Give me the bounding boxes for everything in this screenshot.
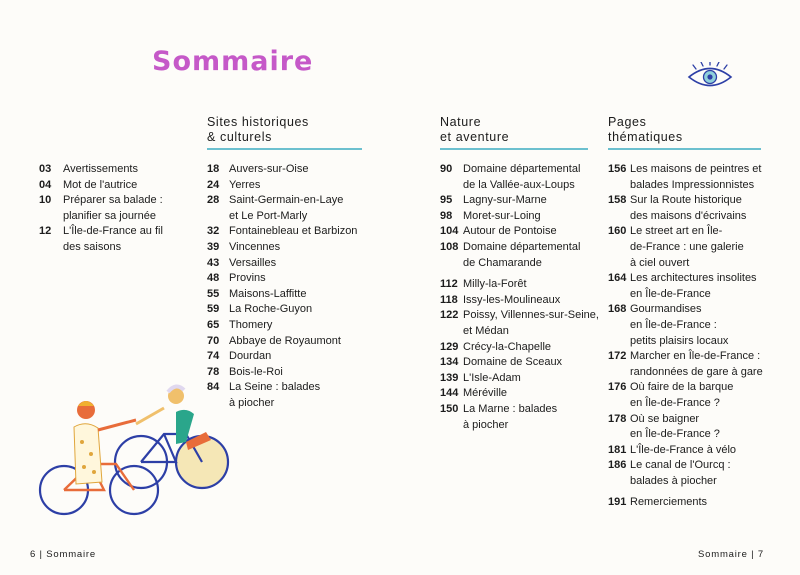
toc-entry-text: à piocher [229, 396, 275, 409]
toc-entry-text: à ciel ouvert [630, 256, 690, 269]
toc-entry-text: Où se baigner [630, 412, 700, 425]
toc-page-number: 104 [440, 225, 459, 238]
toc-entry-text: L'Île-de-France au fil [63, 225, 163, 238]
toc-page-number: 156 [608, 163, 627, 175]
footer-left [30, 549, 96, 560]
toc-page-number: 12 [39, 225, 52, 238]
toc-entry-text: La Roche-Guyon [229, 303, 313, 316]
toc-entry-text: Yerres [229, 178, 261, 191]
toc-entry-text: Le canal de l'Ourcq : [630, 459, 731, 472]
toc-entry-text: Abbaye de Royaumont [229, 334, 341, 347]
toc-page-number: 98 [440, 209, 453, 222]
toc-entry-text: Milly-la-Forêt [463, 278, 527, 291]
toc-entry-text: Poissy, Villennes-sur-Seine, [463, 309, 599, 322]
toc-page-number: 150 [440, 402, 459, 415]
toc-entry-text: Bois-le-Roi [229, 365, 283, 378]
toc-entry-text: de-France : une galerie [630, 240, 744, 253]
toc-page-number: 28 [207, 194, 220, 207]
pages-list [608, 162, 783, 511]
heading-line: Pages [608, 115, 647, 129]
page-title: Sommaire [152, 46, 314, 77]
toc-page-number: 186 [608, 459, 627, 472]
toc-page-number: 158 [608, 194, 627, 207]
toc-entry [608, 271, 783, 302]
toc-entry-text: L'Île-de-France à vélo [630, 443, 737, 456]
toc-entry [39, 224, 189, 255]
toc-entry [608, 162, 783, 193]
toc-page-number: 172 [608, 350, 627, 363]
toc-page-number: 181 [608, 443, 627, 456]
toc-entry-text: Moret-sur-Loing [463, 209, 541, 222]
toc-entry [440, 308, 600, 339]
toc-entry-text: de la Vallée-aux-Loups [463, 178, 575, 191]
heading-line: & culturels [207, 129, 272, 144]
toc-page-number: 164 [608, 272, 627, 285]
footer-label-left: Sommaire [46, 549, 96, 560]
toc-page-number: 90 [440, 163, 453, 175]
toc-entry-text: La Seine : balades [229, 381, 321, 394]
toc-entry [39, 162, 189, 178]
toc-entry-text: Saint-Germain-en-Laye [229, 194, 344, 207]
toc-entry-text: Autour de Pontoise [463, 225, 557, 238]
heading-line: Nature [440, 115, 482, 129]
toc-page-number: 191 [608, 496, 627, 509]
sites-heading [207, 115, 309, 144]
footer-separator: | [39, 549, 43, 560]
eye-icon [686, 62, 734, 92]
toc-page-number: 10 [39, 194, 52, 207]
toc-entry-text: L'Isle-Adam [463, 371, 521, 384]
toc-entry [440, 402, 600, 433]
toc-entry-text: randonnées de gare à gare [630, 365, 763, 378]
toc-entry [440, 277, 600, 293]
toc-entry-text: Thomery [229, 318, 273, 331]
toc-entry [440, 293, 600, 309]
toc-entry-text: Maisons-Laffitte [229, 287, 307, 300]
toc-entry [207, 178, 372, 194]
toc-page-number: 108 [440, 240, 459, 253]
toc-entry-text: Les maisons de peintres et [630, 163, 762, 175]
nature-rule [440, 148, 588, 150]
toc-page-number: 84 [207, 381, 220, 394]
back-bicycle [115, 386, 228, 488]
toc-entry-text: Provins [229, 272, 266, 285]
toc-entry-text: balades Impressionnistes [630, 178, 755, 191]
toc-entry-text: Issy-les-Moulineaux [463, 293, 561, 306]
toc-page-number: 65 [207, 318, 220, 331]
toc-entry-text: en Île-de-France ? [630, 396, 720, 409]
toc-entry-text: Méréville [463, 387, 508, 400]
page-number-right: 7 [757, 549, 764, 560]
cyclists-illustration [36, 372, 236, 522]
toc-entry [207, 349, 372, 365]
toc-page-number: 70 [207, 334, 220, 347]
toc-page-number: 78 [207, 365, 220, 378]
toc-entry-text: de Chamarande [463, 256, 542, 269]
toc-entry-text: et Médan [463, 324, 509, 337]
toc-entry [440, 340, 600, 356]
toc-entry-text: petits plaisirs locaux [630, 334, 729, 347]
toc-entry [207, 287, 372, 303]
toc-page-number: 43 [207, 256, 220, 269]
toc-entry [608, 412, 783, 443]
toc-entry [440, 162, 600, 193]
toc-page-number: 03 [39, 163, 52, 175]
toc-entry [207, 271, 372, 287]
toc-entry [207, 334, 372, 350]
toc-entry [207, 256, 372, 272]
toc-page-number: 39 [207, 240, 220, 253]
toc-entry-text: Remerciements [630, 496, 708, 509]
toc-entry [440, 355, 600, 371]
toc-entry [207, 193, 372, 224]
footer-right [698, 549, 764, 560]
toc-entry-text: planifier sa journée [63, 209, 156, 222]
toc-entry-text: Domaine départemental [463, 163, 581, 175]
toc-entry-text: Mot de l'autrice [63, 178, 138, 191]
toc-page-number: 48 [207, 272, 220, 285]
toc-page-number: 04 [39, 178, 52, 191]
pages-rule [608, 148, 761, 150]
heading-line: et aventure [440, 129, 510, 144]
toc-page-number: 24 [207, 178, 220, 191]
pages-heading [608, 115, 683, 144]
toc-entry-text: Crécy-la-Chapelle [463, 340, 552, 353]
toc-page-number: 160 [608, 225, 627, 238]
toc-entry-text: et Le Port-Marly [229, 209, 308, 222]
toc-entry [440, 209, 600, 225]
toc-entry-text: Le street art en Île- [630, 225, 723, 238]
toc-page-number: 95 [440, 194, 453, 207]
toc-page-number: 178 [608, 412, 627, 425]
intro-list [39, 162, 189, 256]
toc-entry [608, 224, 783, 271]
footer-label-right: Sommaire [698, 549, 748, 560]
toc-page-number: 112 [440, 278, 458, 291]
toc-entry [608, 302, 783, 349]
toc-page-number: 144 [440, 387, 459, 400]
toc-entry-text: Préparer sa balade : [63, 194, 163, 207]
toc-entry-text: à piocher [463, 418, 509, 431]
toc-entry [608, 443, 783, 459]
toc-entry [207, 224, 372, 240]
toc-entry-text: Avertissements [63, 163, 138, 175]
toc-page-number: 18 [207, 163, 220, 175]
toc-entry-text: en Île-de-France [630, 287, 711, 300]
toc-entry [207, 318, 372, 334]
toc-entry-text: Lagny-sur-Marne [463, 194, 547, 207]
toc-entry-text: des saisons [63, 240, 122, 253]
toc-entry-text: balades à piocher [630, 474, 717, 487]
toc-entry-text: Versailles [229, 256, 277, 269]
toc-entry [440, 224, 600, 240]
toc-entry [39, 193, 189, 224]
toc-entry-text: Les architectures insolites [630, 272, 757, 285]
toc-entry [608, 193, 783, 224]
toc-entry [39, 178, 189, 194]
toc-entry-text: La Marne : balades [463, 402, 558, 415]
heading-line: thématiques [608, 129, 683, 144]
toc-entry [207, 162, 372, 178]
toc-entry-text: en Île-de-France ? [630, 428, 720, 441]
toc-entry-text: Vincennes [229, 240, 281, 253]
toc-entry-text: Domaine départemental [463, 240, 581, 253]
toc-entry [440, 240, 600, 271]
toc-entry-text: Auvers-sur-Oise [229, 163, 309, 175]
toc-page-number: 32 [207, 225, 220, 238]
sites-rule [207, 148, 362, 150]
toc-page-number: 59 [207, 303, 220, 316]
toc-entry [440, 386, 600, 402]
toc-entry [608, 349, 783, 380]
toc-entry [608, 380, 783, 411]
nature-list [440, 162, 600, 433]
toc-entry-text: des maisons d'écrivains [630, 209, 747, 222]
toc-entry-text: Gourmandises [630, 303, 702, 316]
toc-page-number: 176 [608, 381, 627, 394]
toc-page-number: 74 [207, 350, 220, 363]
toc-entry-text: Sur la Route historique [630, 194, 742, 207]
toc-page-number: 139 [440, 371, 459, 384]
toc-entry [608, 495, 783, 511]
toc-page-number: 168 [608, 303, 627, 316]
toc-entry [207, 240, 372, 256]
toc-entry [440, 371, 600, 387]
heading-line: Sites historiques [207, 115, 309, 129]
toc-page-number: 118 [440, 293, 458, 306]
toc-entry [608, 458, 783, 489]
page-number-left: 6 [30, 549, 37, 560]
front-bicycle [40, 401, 158, 514]
toc-page-number: 129 [440, 340, 459, 353]
toc-entry [440, 193, 600, 209]
toc-page-number: 122 [440, 309, 459, 322]
toc-page-number: 55 [207, 287, 220, 300]
toc-entry-text: Dourdan [229, 350, 272, 363]
toc-entry-text: Fontainebleau et Barbizon [229, 225, 358, 238]
nature-heading [440, 115, 509, 144]
toc-entry-text: Domaine de Sceaux [463, 356, 563, 369]
toc-entry-text: en Île-de-France : [630, 318, 717, 331]
toc-entry-text: Marcher en Île-de-France : [630, 350, 761, 363]
toc-page-number: 134 [440, 356, 459, 369]
footer-separator: | [751, 549, 755, 560]
toc-entry-text: Où faire de la barque [630, 381, 734, 394]
toc-entry [207, 302, 372, 318]
